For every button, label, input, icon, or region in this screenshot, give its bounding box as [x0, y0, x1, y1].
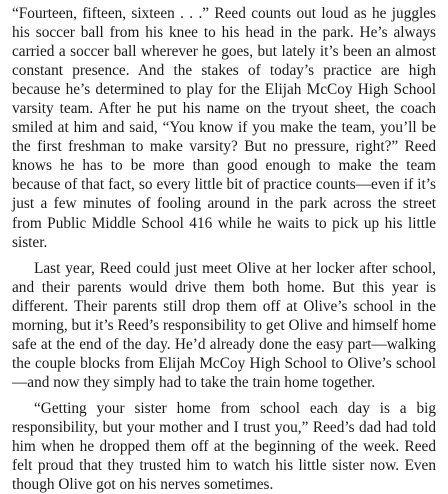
paragraph-1: “Fourteen, fifteen, sixteen . . .” Reed counts out loud as he juggles his soccer ball from his knee to his head in the park. He’s always carried a soccer ball wherever he goes, but lately it’s been an almost constant presence. And the stakes of today’s practice are high because he’s determined to play for the Elijah McCoy High School varsity team. After he put his name on the tryout sheet, the coach smiled at him and said, “You know if you make the team, you’ll be the first freshman to make varsity? But no pressure, right?” Reed knows he has to be more than good enough to make the team because of that fact, so every little bit of practice counts—even if it’s just a few minutes of fooling around in the park across the street from Public Middle School 416 while he waits to pick up his little sister. [12, 5, 436, 251]
paragraph-3: “Getting your sister home from school each day is a big responsibility, but your mother and I trust you,” Reed’s dad had told him when he dropped them off at the beginning of the week. Reed felt proud that they trusted him to watch his little sister now. Even though Olive got on his nerves sometimes. [12, 399, 436, 494]
paragraph-2: Last year, Reed could just meet Olive at her locker after school, and their parents would drive them both home. But this year is different. Their parents still drop them off at Olive’s school in the morning, but it’s Reed’s responsibility to get Olive and himself home safe at the end of the day. He’d already done the easy part—walking the couple blocks from Elijah McCoy High School to Olive’s school—and now they simply had to take the train home together. [12, 259, 436, 391]
body-text [12, 4, 436, 494]
